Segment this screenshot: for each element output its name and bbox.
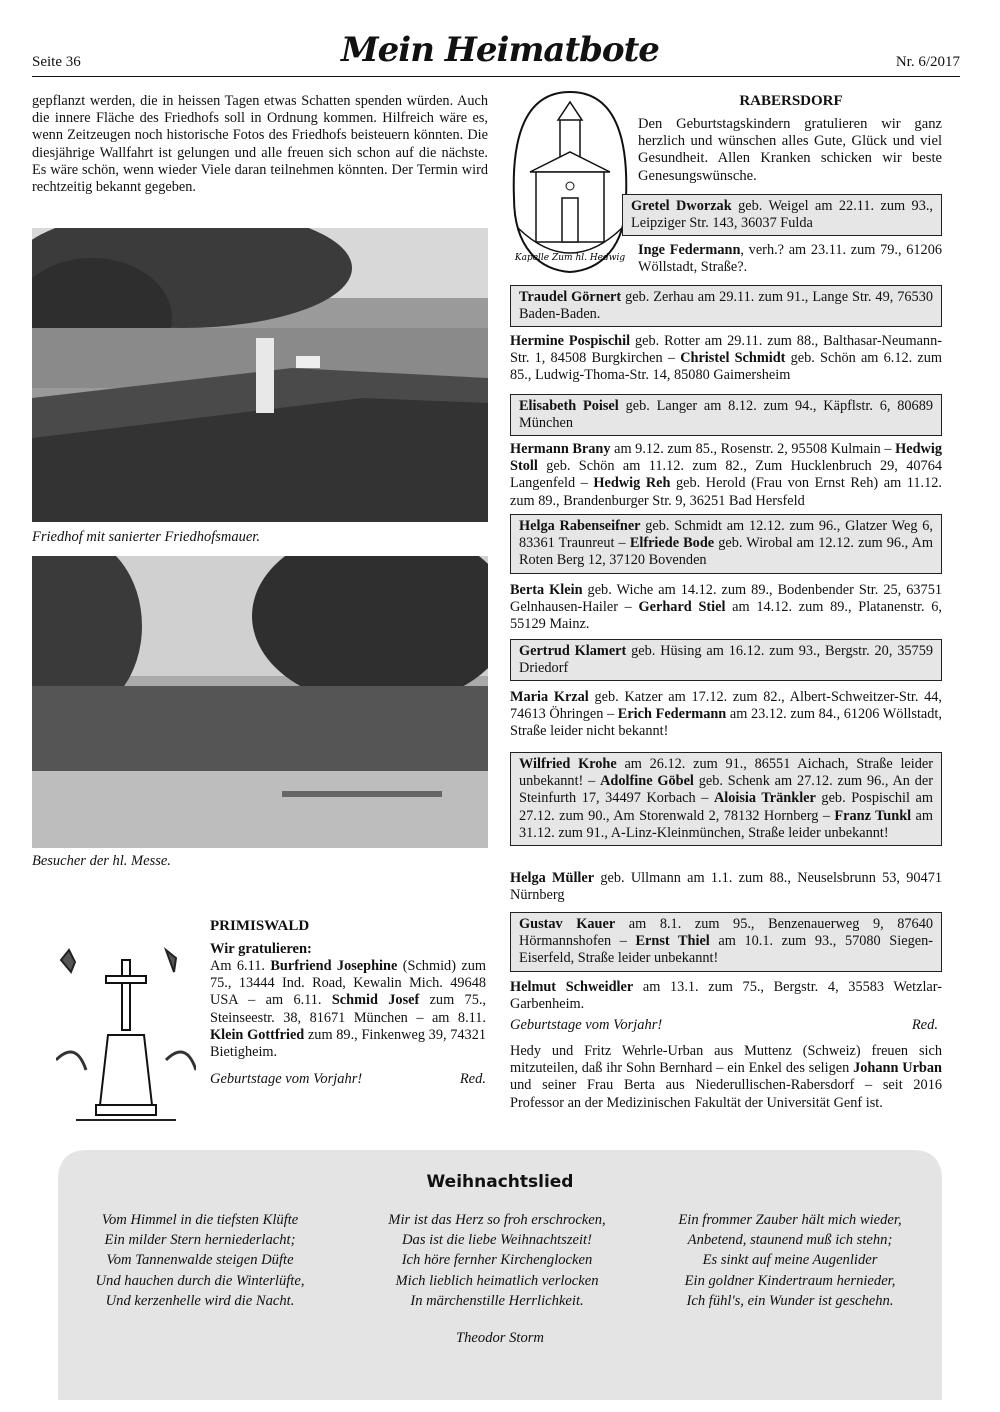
poem-stanza-3: Ein frommer Zauber hält mich wieder, Anbetend, staunend muß ich stehn; Es sinkt auf meine Augenlider Ein goldner Kindertraum hernieder, Ich fühl's, ein Wunder ist geschehn. <box>678 1212 902 1309</box>
issue-number: Nr. 6/2017 <box>895 54 960 70</box>
mass-visitors-photo <box>32 556 488 848</box>
photo-caption-mass: Besucher der hl. Messe. <box>32 853 171 869</box>
article-intro: gepflanzt werden, die in heissen Tagen etwas Schatten spenden würden. Auch die innere Fläche des Friedhofs soll in Ordnung kommen. Hilfreich wäre es, wenn Zeitzeugen noch historische Fotos des Friedhofs beisteuern könnten. Die diesjährige Wallfahrt ist gelungen und alle freuen sich schon auf die nächste. Es wäre schön, wenn wieder Viele daran teilnehmen könnten. Der Termin wird rechtzeitig bekannt gegeben. <box>32 93 488 196</box>
rabersdorf-footnote: Geburtstage vom Vorjahr! Red. <box>510 1017 938 1033</box>
poem-stanza-1: Vom Himmel in die tiefsten Klüfte Ein milder Stern herniederlacht; Vom Tannenwalde steigen Düfte Und hauchen durch die Winterlüfte, Und kerzenhelle wird die Nacht. <box>95 1212 305 1309</box>
poem-stanza-2: Mir ist das Herz so froh erschrocken, Das ist die liebe Weihnachtszeit! Ich höre fernher Kirchenglocken Mich lieblich heimatlich verlocken In märchenstille Herrlichkeit. <box>388 1212 606 1309</box>
svg-text:Kapelle Zum hl. Hedwig: Kapelle Zum hl. Hedwig <box>514 253 626 263</box>
announcement-paragraph: Hedy und Fritz Wehrle-Urban aus Muttenz (Schweiz) freuen sich mitzuteilen, daß ihr Sohn Bernhard – ein Enkel des seligen Johann Urban und seiner Frau Berta aus Niederullischen-Rabersdorf – seit 2016 Professor an der Medizinischen Fakultät der Universität Genf ist. <box>510 1043 942 1111</box>
rabersdorf-intro: Den Geburtstagskindern gratulieren wir ganz herzlich und wünschen alles Gute, Glück und viel Gesundheit. Allen Kranken schicken wir beste Genesungswünsche. <box>638 116 942 184</box>
primiswald-footnote: Geburtstage vom Vorjahr! Red. <box>210 1071 486 1088</box>
birthday-box: Traudel Görnert geb. Zerhau am 29.11. zum 91., Lange Str. 49, 76530 Baden-Baden. <box>510 285 942 327</box>
photo-caption-cemetery: Friedhof mit sanierter Friedhofsmauer. <box>32 529 260 545</box>
cross-illustration <box>56 940 196 1130</box>
primiswald-greeting: Wir gratulieren: <box>210 941 312 957</box>
birthday-box: Gertrud Klamert geb. Hüsing am 16.12. zum 93., Bergstr. 20, 35759 Driedorf <box>510 639 942 681</box>
birthday-box: Gustav Kauer am 8.1. zum 95., Benzenauerweg 9, 87640 Hörmannshofen – Ernst Thiel am 10.1. zum 93., 57080 Siegen-Eiserfeld, Straße leider unbekannt! <box>510 912 942 972</box>
primiswald-birthdays: Am 6.11. Burfriend Josephine (Schmid) zum 75., 13444 Ind. Road, Kewalin Mich. 49648 USA – am 6.11. Schmid Josef zum 75., Steinseestr. 38, 81671 München – am 8.11. Klein Gottfried zum 89., Finkenweg 39, 74321 Bietigheim. <box>210 958 487 1061</box>
birthday-box: Wilfried Krohe am 26.12. zum 91., 86551 Aichach, Straße leider unbekannt! – Adolfine Göbel geb. Schenk am 27.12. zum 96., An der Steinfurth 17, 34497 Korbach – Aloisia Tränkler geb. Pospischil am 27.12. zum 90., Am Storenwald 2, 78132 Hornberg – Franz Tunkl am 31.12. zum 91., A-Linz-Kleinmünchen, Straße leider unbekannt! <box>510 752 942 846</box>
primiswald-title: PRIMISWALD <box>210 918 310 934</box>
birthday-entry: Hermine Pospischil geb. Rotter am 29.11. zum 88., Balthasar-Neumann-Str. 1, 84508 Burgkirchen – Christel Schmidt geb. Schön am 6.12. zum 85., Ludwig-Thoma-Str. 14, 85080 Gaimersheim <box>510 333 942 384</box>
birthday-entry: Berta Klein geb. Wiche am 14.12. zum 89., Bodenbender Str. 25, 63751 Gelnhausen-Hailer – Gerhard Stiel am 14.12. zum 89., Platanenstr. 6, 55129 Mainz. <box>510 582 943 633</box>
poem-author: Theodor Storm <box>456 1330 544 1346</box>
rabersdorf-title: RABERSDORF <box>739 93 843 109</box>
birthday-entry: Maria Krzal geb. Katzer am 17.12. zum 82., Albert-Schweitzer-Str. 44, 74613 Öhringen – Erich Federmann am 23.12. zum 84., 61206 Wöllstadt, Straße leider nicht bekannt! <box>510 689 943 740</box>
birthday-entry: Helmut Schweidler am 13.1. zum 75., Bergstr. 4, 35583 Wetzlar-Garbenheim. <box>510 979 943 1013</box>
song-title: Weihnachtslied <box>426 1172 574 1192</box>
masthead-logo: Mein Heimatbote <box>341 30 659 70</box>
cemetery-photo <box>32 228 488 522</box>
chapel-logo <box>510 88 630 274</box>
birthday-box: Elisabeth Poisel geb. Langer am 8.12. zum 94., Käpflstr. 6, 80689 München <box>510 394 942 436</box>
birthday-box: Helga Rabenseifner geb. Schmidt am 12.12. zum 96., Glatzer Weg 6, 83361 Traunreut – Elfriede Bode geb. Wirobal am 12.12. zum 96., Am Roten Berg 12, 37120 Bovenden <box>510 514 942 574</box>
birthday-box: Gretel Dworzak geb. Weigel am 22.11. zum 93., Leipziger Str. 143, 36037 Fulda <box>622 194 942 236</box>
birthday-entry: Inge Federmann, verh.? am 23.11. zum 79., 61206 Wöllstadt, Straße?. <box>638 242 943 276</box>
birthday-entry: Helga Müller geb. Ullmann am 1.1. zum 88., Neuselsbrunn 53, 90471 Nürnberg <box>510 870 943 904</box>
birthday-entry: Hermann Brany am 9.12. zum 85., Rosenstr. 2, 95508 Kulmain – Hedwig Stoll geb. Schön am 11.12. zum 82., Zum Hucklenbruch 29, 40764 Langenfeld – Hedwig Reh geb. Herold (Frau von Ernst Reh) am 11.12. zum 89., Brandenburger Str. 9, 36251 Bad Hersfeld <box>510 441 942 509</box>
page-number: Seite 36 <box>32 54 81 70</box>
header-rule <box>32 76 960 77</box>
primiswald-section <box>210 918 486 1088</box>
